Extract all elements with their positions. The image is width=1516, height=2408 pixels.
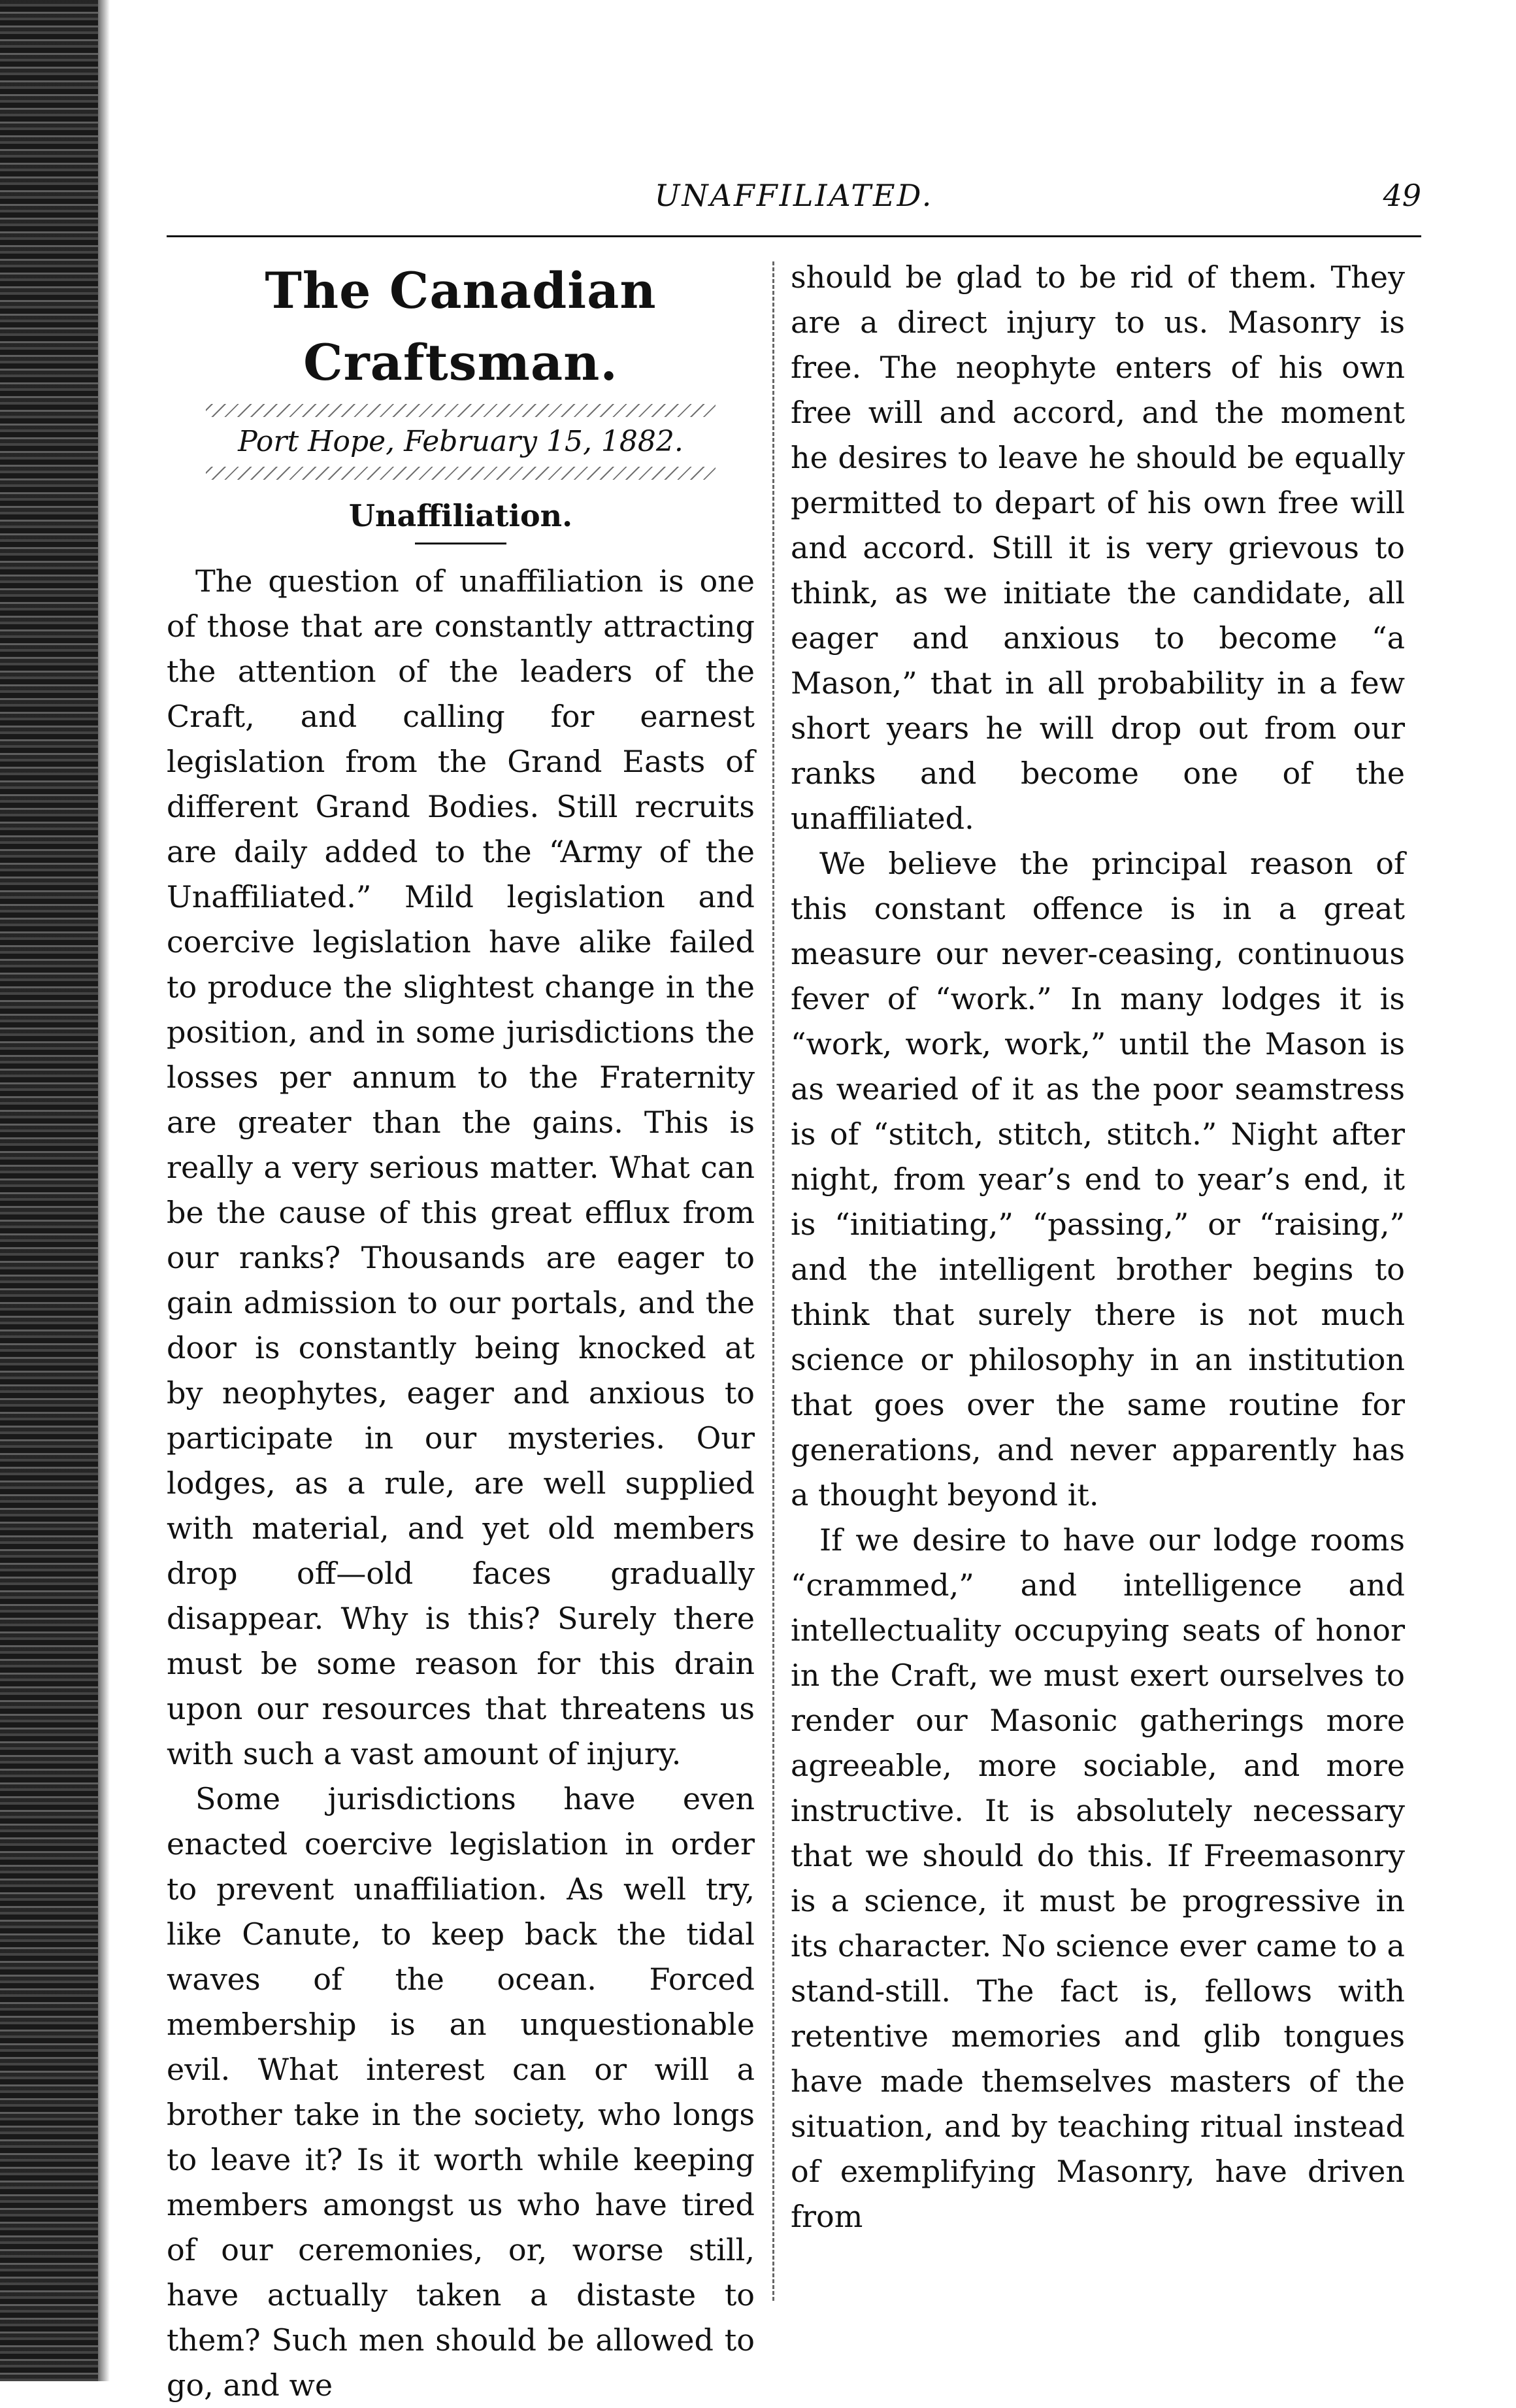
right-paragraph-3: If we desire to have our lodge rooms “crammed,” and intelligence and intellectuality occupying seats of honor in the Craft, we must exert ourselves to render our Masonic gatherings more agreeable, more sociable, and more instructive. It is absolutely necessary that we should do this. If Freemasonry is a science, it must be progressive in its character. No science ever came to a stand-still. The fact is, fellows with retentive memories and glib tongues have made themselves masters of the situation, and by teaching ritual instead of exemplifying Masonry, have driven from — [791, 1522, 1405, 2234]
wavy-rule-top — [206, 404, 716, 417]
title-rule — [415, 543, 506, 544]
running-head-title: UNAFFILIATED. — [654, 178, 934, 213]
running-head — [167, 178, 1421, 224]
right-column — [791, 255, 1405, 2239]
left-column — [167, 255, 755, 2408]
dateline: Port Hope, February 15, 1882. — [238, 425, 684, 458]
left-paragraph-2: Some jurisdictions have even enacted coercive legislation in order to prevent unaffiliation. As well try, like Canute, to keep back the tidal waves of the ocean. Forced membership is an unquestionable evil. What interest can or will a brother take in the society, who longs to leave it? Is it worth while keeping members amongst us who have tired of our ceremonies, or, worse still, have actually taken a distaste to them? Such men should be allowed to go, and we — [167, 1781, 755, 2403]
article-title: Unaffiliation. — [348, 498, 573, 533]
right-paragraph-1: should be glad to be rid of them. They are a direct injury to us. Masonry is free. The neophyte enters of his own free will and accord, and the moment he desires to leave he should be equally permitted to depart of his own free will and accord. Still it is very grievous to think, as we initiate the candidate, all eager and anxious to become “a Mason,” that in all probability in a few short years he will drop out from our ranks and become one of the unaffiliated. — [791, 259, 1405, 836]
book-spine-edge — [0, 0, 98, 2381]
right-paragraph-2: We believe the principal reason of this constant offence is in a great measure our never-ceasing, continuous fever of “work.” In many lodges it is “work, work, work,” until the Mason is as wearied of it as the poor seamstress is of “stitch, stitch, stitch.” Night after night, from year’s end to year’s end, it is “initiating,” “passing,” or “raising,” and the intelligent brother begins to think that surely there is not much science or philosophy in an institution that goes over the same routine for generations, and never apparently has a thought beyond it. — [791, 846, 1405, 1513]
column-divider — [772, 261, 774, 2301]
header-rule — [167, 235, 1421, 237]
masthead-title: The Canadian Craftsman. — [265, 261, 657, 392]
spine-shadow — [98, 0, 110, 2381]
left-paragraph-1: The question of unaffiliation is one of those that are constantly attracting the attention of the leaders of the Craft, and calling for earnest legislation from the Grand Easts of different Grand Bodies. Still recruits are daily added to the “Army of the Unaffiliated.” Mild legislation and coercive legislation have alike failed to produce the slightest change in the position, and in some jurisdictions the losses per annum to the Fraternity are greater than the gains. This is really a very serious matter. What can be the cause of this great efflux from our ranks? Thousands are eager to gain admission to our portals, and the door is constantly being knocked at by neophytes, eager and anxious to participate in our mysteries. Our lodges, as a rule, are well supplied with material, and yet old members drop off—old faces gradually disappear. Why is this? Surely there must be some reason for this drain upon our resources that threatens us with such a vast amount of injury. — [167, 563, 755, 1771]
wavy-rule-bottom — [206, 467, 716, 480]
page-number: 49 — [1383, 178, 1421, 213]
